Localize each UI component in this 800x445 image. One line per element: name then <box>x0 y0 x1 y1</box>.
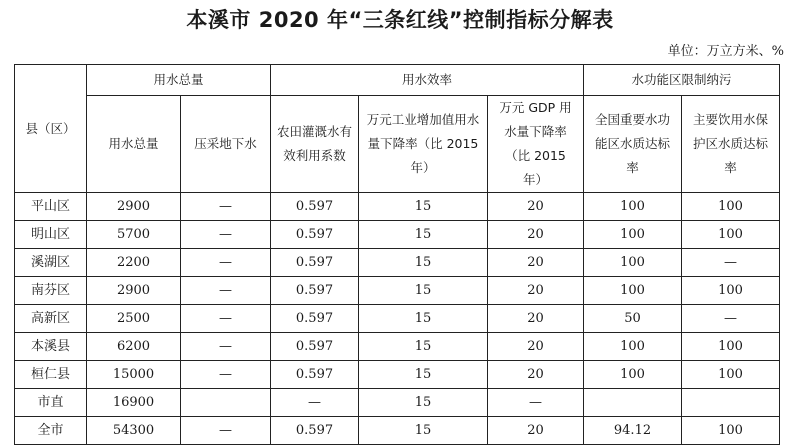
cell-industry: 15 <box>359 333 488 361</box>
indicator-table <box>14 64 780 445</box>
cell-groundwater: — <box>181 333 271 361</box>
table-row <box>15 417 780 445</box>
cell-groundwater: — <box>181 249 271 277</box>
cell-county: 溪湖区 <box>15 249 87 277</box>
cell-drinking: 100 <box>682 277 780 305</box>
cell-irrigation: — <box>271 389 359 417</box>
table-body <box>15 65 780 445</box>
cell-national: 100 <box>584 277 682 305</box>
cell-total: 6200 <box>87 333 181 361</box>
table-row <box>15 305 780 333</box>
cell-industry: 15 <box>359 361 488 389</box>
cell-groundwater: — <box>181 193 271 221</box>
cell-national: 100 <box>584 193 682 221</box>
cell-county: 全市 <box>15 417 87 445</box>
table-title: 本溪市 2020 年“三条红线”控制指标分解表 <box>186 8 614 32</box>
cell-drinking: 100 <box>682 193 780 221</box>
cell-industry: 15 <box>359 389 488 417</box>
table-row <box>15 361 780 389</box>
cell-industry: 15 <box>359 221 488 249</box>
header-col-groundwater: 压采地下水 <box>181 96 271 193</box>
cell-irrigation: 0.597 <box>271 249 359 277</box>
table-row <box>15 249 780 277</box>
cell-county: 高新区 <box>15 305 87 333</box>
cell-national: 100 <box>584 221 682 249</box>
cell-gdp: 20 <box>488 305 584 333</box>
cell-groundwater: — <box>181 221 271 249</box>
cell-groundwater: — <box>181 417 271 445</box>
cell-drinking: — <box>682 305 780 333</box>
cell-county: 市直 <box>15 389 87 417</box>
header-col-irrigation: 农田灌溉水有效利用系数 <box>271 96 359 193</box>
cell-county: 本溪县 <box>15 333 87 361</box>
header-col-national: 全国重要水功能区水质达标率 <box>584 96 682 193</box>
cell-county: 平山区 <box>15 193 87 221</box>
cell-county: 南芬区 <box>15 277 87 305</box>
cell-groundwater: — <box>181 361 271 389</box>
cell-drinking: — <box>682 249 780 277</box>
cell-irrigation: 0.597 <box>271 193 359 221</box>
header-col-industry: 万元工业增加值用水量下降率（比 2015 年） <box>359 96 488 193</box>
cell-gdp: 20 <box>488 333 584 361</box>
cell-industry: 15 <box>359 305 488 333</box>
header-row-columns <box>15 96 780 193</box>
table-row <box>15 389 780 417</box>
header-row-group <box>15 65 780 96</box>
cell-industry: 15 <box>359 249 488 277</box>
cell-total: 5700 <box>87 221 181 249</box>
cell-gdp: 20 <box>488 249 584 277</box>
cell-total: 2900 <box>87 193 181 221</box>
cell-drinking: 100 <box>682 333 780 361</box>
cell-gdp: 20 <box>488 193 584 221</box>
cell-irrigation: 0.597 <box>271 277 359 305</box>
cell-industry: 15 <box>359 417 488 445</box>
table-row <box>15 193 780 221</box>
cell-drinking: 100 <box>682 221 780 249</box>
table-row <box>15 333 780 361</box>
cell-total: 2900 <box>87 277 181 305</box>
cell-industry: 15 <box>359 277 488 305</box>
header-county: 县（区） <box>15 65 87 193</box>
header-group-efficiency: 用水效率 <box>271 65 584 96</box>
cell-irrigation: 0.597 <box>271 333 359 361</box>
cell-national: 100 <box>584 361 682 389</box>
cell-groundwater: — <box>181 277 271 305</box>
header-col-gdp: 万元 GDP 用水量下降率（比 2015 年） <box>488 96 584 193</box>
cell-gdp: 20 <box>488 361 584 389</box>
table-row <box>15 221 780 249</box>
cell-gdp: 20 <box>488 417 584 445</box>
cell-county: 桓仁县 <box>15 361 87 389</box>
cell-national: 94.12 <box>584 417 682 445</box>
cell-irrigation: 0.597 <box>271 305 359 333</box>
cell-irrigation: 0.597 <box>271 361 359 389</box>
cell-national <box>584 389 682 417</box>
cell-irrigation: 0.597 <box>271 221 359 249</box>
cell-total: 2500 <box>87 305 181 333</box>
cell-groundwater: — <box>181 305 271 333</box>
header-col-total: 用水总量 <box>87 96 181 193</box>
header-group-total: 用水总量 <box>87 65 271 96</box>
cell-total: 54300 <box>87 417 181 445</box>
table-row <box>15 277 780 305</box>
cell-groundwater <box>181 389 271 417</box>
unit-label: 单位：万立方米、% <box>667 44 784 59</box>
cell-national: 100 <box>584 249 682 277</box>
cell-national: 50 <box>584 305 682 333</box>
cell-gdp: — <box>488 389 584 417</box>
cell-county: 明山区 <box>15 221 87 249</box>
cell-drinking: 100 <box>682 417 780 445</box>
cell-irrigation: 0.597 <box>271 417 359 445</box>
header-col-drinking: 主要饮用水保护区水质达标率 <box>682 96 780 193</box>
cell-national: 100 <box>584 333 682 361</box>
cell-drinking: 100 <box>682 361 780 389</box>
cell-gdp: 20 <box>488 277 584 305</box>
cell-industry: 15 <box>359 193 488 221</box>
cell-total: 16900 <box>87 389 181 417</box>
cell-total: 2200 <box>87 249 181 277</box>
cell-drinking <box>682 389 780 417</box>
cell-total: 15000 <box>87 361 181 389</box>
cell-gdp: 20 <box>488 221 584 249</box>
header-group-water-function: 水功能区限制纳污 <box>584 65 780 96</box>
